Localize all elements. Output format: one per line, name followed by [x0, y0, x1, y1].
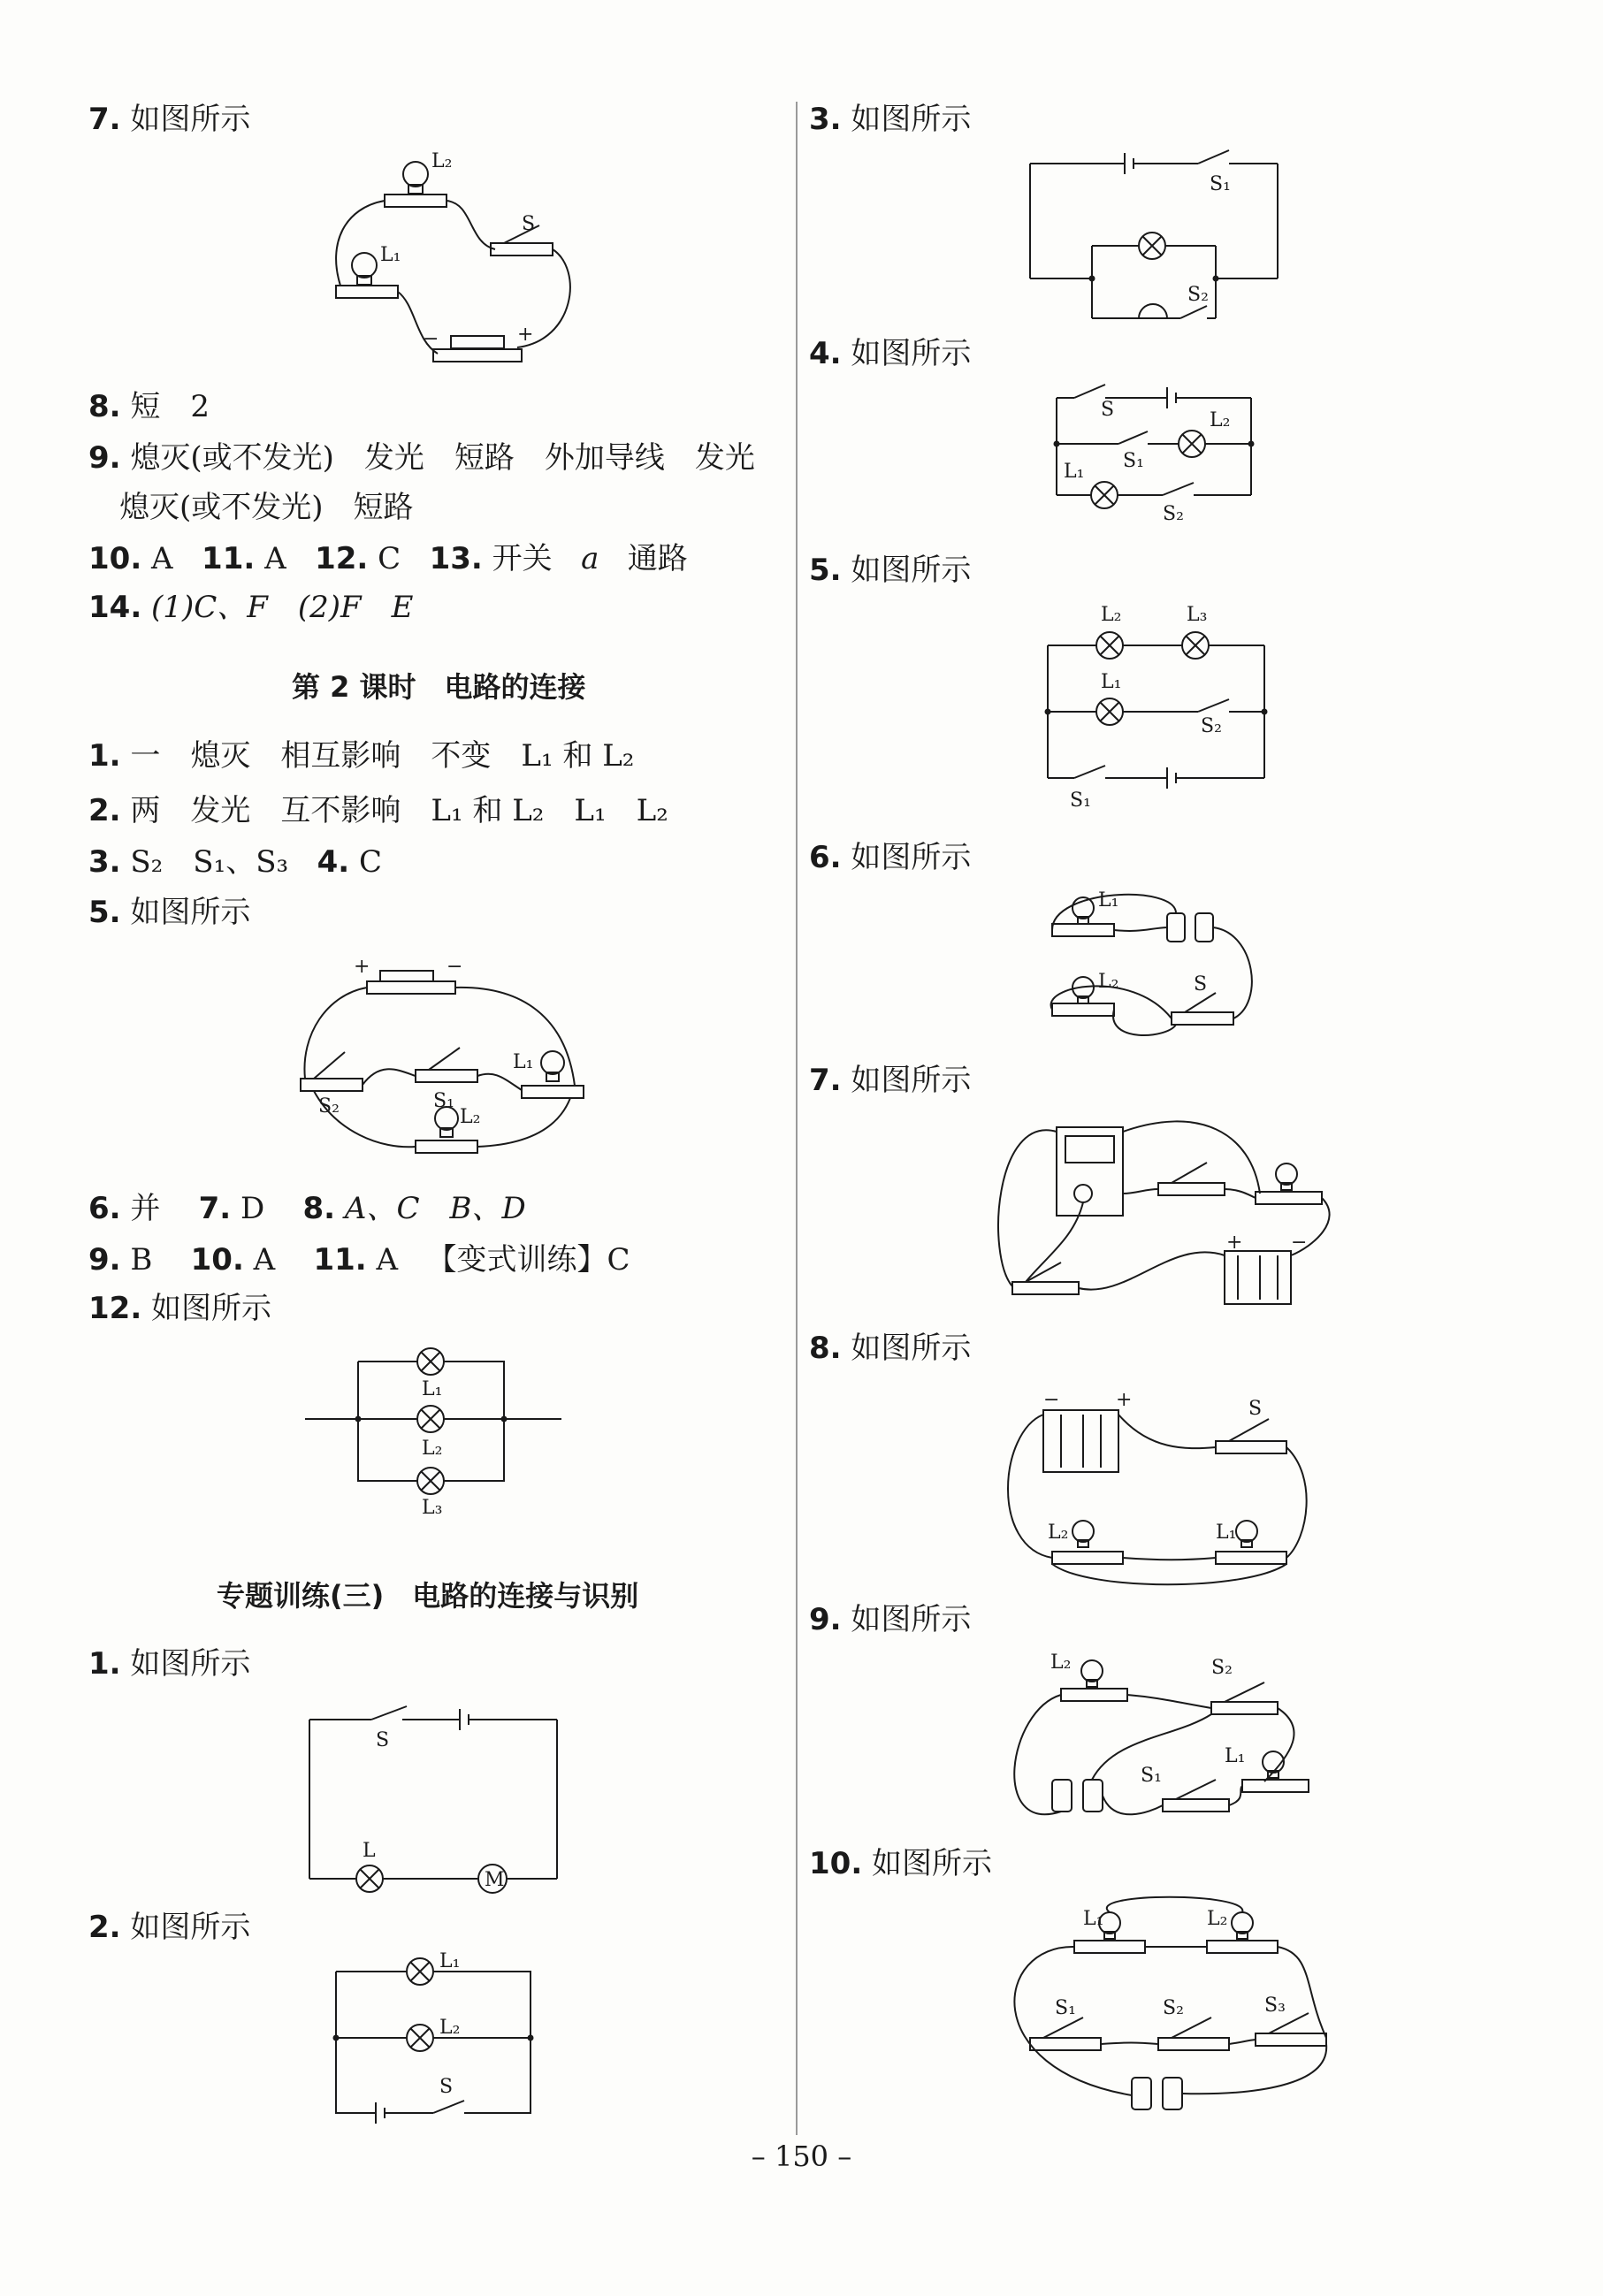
q13-answer: 开关 — [492, 541, 553, 576]
label-L2: L₂ — [1098, 971, 1119, 993]
l6-number: 6. — [88, 1191, 121, 1226]
label-S1: S₁ — [1070, 789, 1091, 812]
l5-number: 5. — [88, 895, 121, 930]
label-S2: S₂ — [1187, 284, 1209, 306]
r10-answer: 如图所示 — [872, 1846, 993, 1881]
l8-answer: A、C B、D — [344, 1191, 526, 1226]
s1-number: 1. — [88, 1646, 121, 1682]
label-S2: S₂ — [1163, 503, 1184, 525]
l10-number: 10. — [190, 1242, 244, 1278]
label-S2: S₂ — [318, 1095, 340, 1117]
r9-number: 9. — [809, 1602, 842, 1637]
label-L1: L₁ — [439, 1950, 461, 1972]
q9-answer-line2: 熄灭(或不发光) 短路 — [119, 490, 414, 525]
label-S2: S₂ — [1201, 715, 1222, 737]
s2-line — [88, 1910, 250, 1945]
q8-answer: 短 2 — [130, 389, 210, 424]
l1-answer: 一 熄灭 相互影响 不变 L₁ 和 L₂ — [130, 738, 635, 774]
figure-left-l12 — [305, 1339, 570, 1520]
r5-answer: 如图所示 — [851, 553, 972, 588]
figure-right-r4 — [1052, 380, 1264, 534]
figure-right-r7 — [995, 1105, 1340, 1312]
r10-line — [809, 1846, 992, 1881]
r9-line — [809, 1602, 971, 1637]
label-L1: L₁ — [1225, 1745, 1246, 1767]
l3-line — [88, 844, 382, 880]
label-S: S — [1248, 1398, 1263, 1420]
label-L1: L₁ — [513, 1051, 534, 1073]
l1-line — [88, 738, 634, 774]
label-S2: S₂ — [1163, 1997, 1184, 2019]
label-minus: − — [447, 956, 463, 978]
q11-number: 11. — [202, 541, 256, 576]
figure-right-r3 — [1026, 141, 1282, 331]
label-S1: S₁ — [1141, 1765, 1162, 1787]
r7-answer: 如图所示 — [851, 1063, 972, 1098]
q10-13-line — [88, 541, 688, 576]
l5-answer: 如图所示 — [130, 895, 251, 930]
l9-number: 9. — [88, 1242, 121, 1278]
page-number: – 150 – — [751, 2140, 852, 2173]
label-L2: L₂ — [460, 1106, 481, 1128]
l1-number: 1. — [88, 738, 121, 774]
label-L1: L₁ — [1216, 1522, 1237, 1544]
l8-number: 8. — [302, 1191, 336, 1226]
label-plus: + — [517, 324, 534, 346]
l10-answer: A — [253, 1242, 276, 1278]
l6-8-line — [88, 1191, 526, 1226]
r4-line — [809, 336, 971, 371]
q10-answer: A — [151, 541, 173, 576]
label-minus: − — [423, 328, 439, 350]
r10-number: 10. — [809, 1846, 863, 1881]
figure-right-r10 — [986, 1892, 1340, 2121]
label-M: M — [485, 1869, 505, 1891]
r7-number: 7. — [809, 1063, 842, 1098]
q7-number: 7. — [88, 102, 121, 137]
l3-number: 3. — [88, 844, 121, 880]
s1-answer: 如图所示 — [130, 1646, 251, 1682]
r3-answer: 如图所示 — [851, 102, 972, 137]
label-L1: L₁ — [1101, 671, 1122, 693]
l12-number: 12. — [88, 1291, 142, 1326]
label-S: S — [376, 1729, 390, 1751]
s1-line — [88, 1646, 250, 1682]
label-plus: + — [354, 956, 370, 978]
label-L1: L₁ — [1083, 1908, 1104, 1930]
figure-left-q7 — [318, 150, 584, 379]
l5-line — [88, 895, 250, 930]
q10-number: 10. — [88, 541, 142, 576]
l9-answer: B — [130, 1242, 153, 1278]
q7-line — [88, 102, 250, 137]
q8-number: 8. — [88, 389, 121, 424]
label-S1: S₁ — [1055, 1997, 1076, 2019]
r9-answer: 如图所示 — [851, 1602, 972, 1637]
q9-number: 9. — [88, 440, 121, 476]
r8-line — [809, 1331, 971, 1366]
l2-number: 2. — [88, 793, 121, 828]
lesson2-title: 第 2 课时 电路的连接 — [292, 670, 586, 704]
q13-answer-b: a — [581, 541, 599, 576]
q7-answer: 如图所示 — [130, 102, 251, 137]
figure-right-r9 — [999, 1649, 1326, 1847]
label-minus: − — [1291, 1232, 1308, 1254]
s2-number: 2. — [88, 1910, 121, 1945]
r8-answer: 如图所示 — [851, 1331, 972, 1366]
l7-number: 7. — [198, 1191, 232, 1226]
label-L2: L₂ — [431, 150, 453, 172]
label-L2: L₂ — [422, 1438, 443, 1460]
q13-answer-c: 通路 — [627, 541, 688, 576]
l12-line — [88, 1291, 271, 1326]
l11-variant-answer: 【变式训练】C — [426, 1242, 630, 1278]
q14-number: 14. — [88, 590, 142, 625]
label-L2: L₂ — [439, 2017, 461, 2039]
label-L: L — [363, 1840, 376, 1862]
s2-answer: 如图所示 — [130, 1910, 251, 1945]
l3-answer: S₂ S₁、S₃ — [130, 844, 289, 880]
label-L2: L₂ — [1101, 604, 1122, 626]
l9-11-line — [88, 1242, 630, 1278]
label-S: S — [439, 2076, 454, 2098]
r8-number: 8. — [809, 1331, 842, 1366]
label-S2: S₂ — [1211, 1657, 1233, 1679]
q9-line2 — [119, 490, 414, 525]
special-training-title: 专题训练(三) 电路的连接与识别 — [217, 1579, 639, 1613]
l12-answer: 如图所示 — [151, 1291, 272, 1326]
label-L2: L₂ — [1048, 1522, 1069, 1544]
q13-number: 13. — [429, 541, 483, 576]
l2-answer: 两 发光 互不影响 L₁ 和 L₂ L₁ L₂ — [130, 793, 668, 828]
column-divider — [796, 102, 798, 2135]
label-L1: L₁ — [422, 1378, 443, 1400]
label-S: S — [1101, 399, 1115, 421]
r5-line — [809, 553, 971, 588]
label-S1: S₁ — [1123, 450, 1144, 472]
q11-answer: A — [264, 541, 286, 576]
l4-number: 4. — [317, 844, 350, 880]
q8-line — [88, 389, 210, 424]
q14-answer: (1)C、F (2)F E — [151, 590, 414, 625]
l11-number: 11. — [313, 1242, 367, 1278]
figure-special-s2 — [332, 1950, 544, 2125]
label-L1: L₁ — [380, 244, 401, 266]
q14-line — [88, 590, 413, 625]
r3-line — [809, 102, 971, 137]
q9-answer-line1: 熄灭(或不发光) 发光 短路 外加导线 发光 — [130, 440, 755, 476]
label-S: S — [1194, 973, 1208, 995]
label-S: S — [522, 213, 536, 235]
r3-number: 3. — [809, 102, 842, 137]
figure-right-r6 — [1043, 880, 1273, 1042]
label-L2: L₂ — [1207, 1908, 1228, 1930]
label-L2: L₂ — [1210, 409, 1231, 431]
label-L2: L₂ — [1050, 1651, 1072, 1674]
q12-answer: C — [378, 541, 401, 576]
label-L1: L₁ — [1098, 889, 1119, 912]
label-L3: L₃ — [422, 1497, 443, 1519]
r7-line — [809, 1063, 971, 1098]
figure-special-s1 — [305, 1702, 570, 1909]
r5-number: 5. — [809, 553, 842, 588]
label-L1: L₁ — [1064, 461, 1085, 483]
figure-right-r5 — [1043, 601, 1282, 817]
label-L3: L₃ — [1187, 604, 1208, 626]
figure-right-r8 — [999, 1379, 1335, 1604]
label-minus: − — [1043, 1389, 1060, 1411]
label-S3: S₃ — [1264, 1995, 1286, 2017]
r6-answer: 如图所示 — [851, 840, 972, 875]
l6-answer: 并 — [130, 1191, 161, 1226]
r4-number: 4. — [809, 336, 842, 371]
l7-answer: D — [240, 1191, 265, 1226]
label-S1: S₁ — [1210, 173, 1231, 195]
q9-line1 — [88, 440, 755, 476]
r6-number: 6. — [809, 840, 842, 875]
l11-answer: A — [376, 1242, 399, 1278]
r6-line — [809, 840, 971, 875]
l2-line — [88, 793, 668, 828]
q12-number: 12. — [315, 541, 369, 576]
label-S1: S₁ — [433, 1090, 454, 1112]
l4-answer: C — [358, 844, 382, 880]
label-plus: + — [1226, 1232, 1243, 1254]
r4-answer: 如图所示 — [851, 336, 972, 371]
label-plus: + — [1116, 1389, 1133, 1411]
figure-left-l5 — [292, 955, 592, 1171]
